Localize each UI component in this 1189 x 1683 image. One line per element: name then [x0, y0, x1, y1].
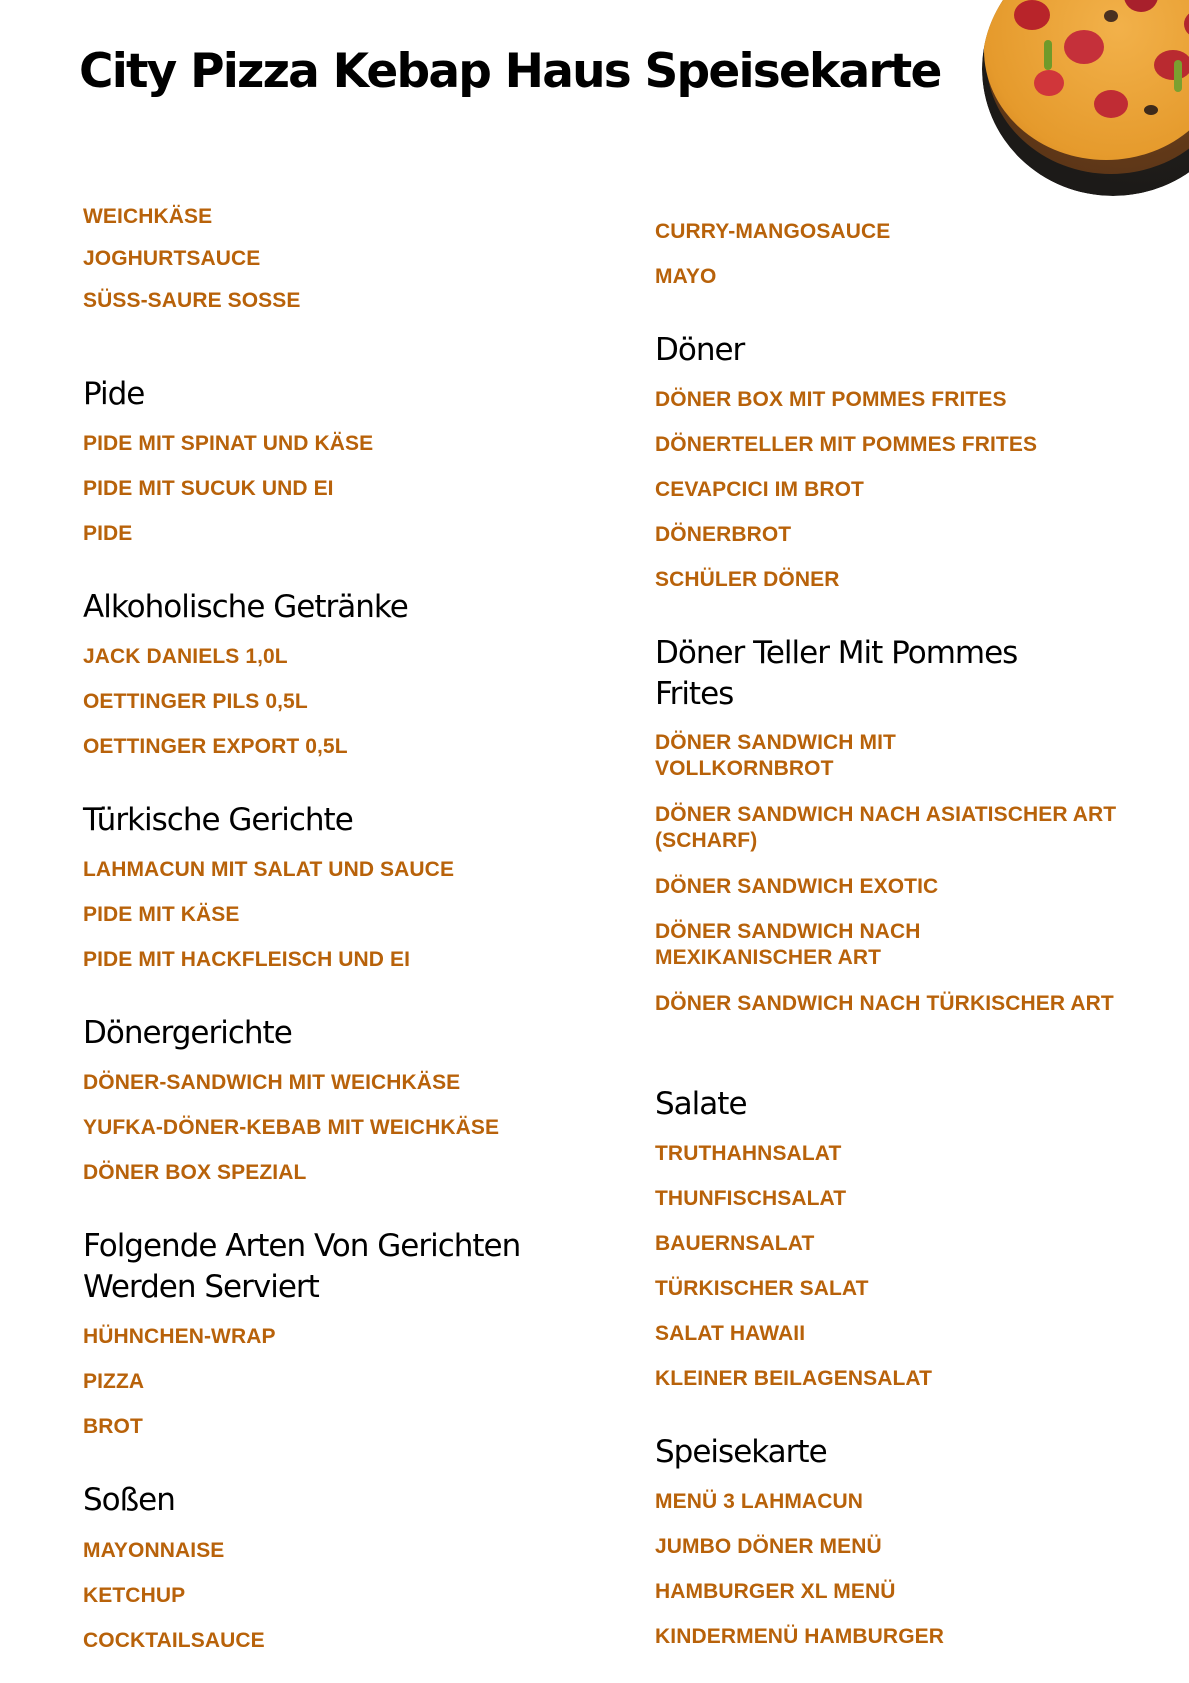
salami-topping [1064, 30, 1104, 64]
section-heading: Speisekarte [655, 1434, 827, 1470]
menu-item[interactable]: DÖNER BOX SPEZIAL [83, 1161, 307, 1184]
page-title: City Pizza Kebap Haus Speisekarte [79, 44, 941, 99]
menu-item[interactable]: BROT [83, 1415, 143, 1438]
menu-item[interactable]: DÖNER SANDWICH MIT VOLLKORNBROT [655, 731, 896, 780]
pepper-topping [1044, 40, 1052, 70]
menu-item[interactable]: DÖNER SANDWICH NACH MEXIKANISCHER ART [655, 920, 921, 969]
salami-topping [1124, 0, 1158, 12]
menu-item[interactable]: DÖNER SANDWICH NACH TÜRKISCHER ART [655, 992, 1114, 1015]
menu-item[interactable]: TRUTHAHNSALAT [655, 1142, 842, 1165]
section-heading: Dönergerichte [83, 1015, 292, 1051]
menu-item[interactable]: OETTINGER PILS 0,5L [83, 690, 308, 713]
menu-item[interactable]: PIDE MIT SPINAT UND KÄSE [83, 432, 374, 455]
salami-topping [1184, 10, 1189, 38]
menu-item[interactable]: DÖNERBROT [655, 523, 792, 546]
section-heading: Soßen [83, 1482, 175, 1518]
menu-item[interactable]: THUNFISCHSALAT [655, 1187, 847, 1210]
menu-item[interactable]: YUFKA-DÖNER-KEBAB MIT WEICHKÄSE [83, 1116, 500, 1139]
section-heading: Folgende Arten Von Gerichten Werden Serviert [83, 1228, 521, 1305]
menu-item[interactable]: SÜSS-SAURE SOSSE [83, 289, 301, 312]
menu-item[interactable]: DÖNER SANDWICH EXOTIC [655, 875, 939, 898]
pepper-topping [1174, 60, 1182, 92]
section-heading: Alkoholische Getränke [83, 589, 408, 625]
section-heading: Döner [655, 332, 745, 368]
menu-item[interactable]: COCKTAILSAUCE [83, 1629, 265, 1652]
menu-item[interactable]: HÜHNCHEN-WRAP [83, 1325, 276, 1348]
menu-item[interactable]: SCHÜLER DÖNER [655, 568, 840, 591]
salami-topping [1014, 0, 1050, 30]
menu-item[interactable]: PIDE MIT SUCUK UND EI [83, 477, 334, 500]
menu-item[interactable]: CURRY-MANGOSAUCE [655, 220, 891, 243]
section-heading: Pide [83, 376, 145, 412]
menu-item[interactable]: OETTINGER EXPORT 0,5L [83, 735, 348, 758]
menu-item[interactable]: TÜRKISCHER SALAT [655, 1277, 869, 1300]
section-heading: Türkische Gerichte [83, 802, 353, 838]
menu-item[interactable]: PIDE [83, 522, 133, 545]
menu-item[interactable]: JOGHURTSAUCE [83, 247, 261, 270]
mushroom-topping [1104, 10, 1118, 22]
menu-item[interactable]: BAUERNSALAT [655, 1232, 815, 1255]
menu-item[interactable]: JACK DANIELS 1,0L [83, 645, 288, 668]
salami-topping [1094, 90, 1128, 118]
menu-item[interactable]: DÖNER-SANDWICH MIT WEICHKÄSE [83, 1071, 461, 1094]
section-heading: Salate [655, 1086, 747, 1122]
menu-item[interactable]: SALAT HAWAII [655, 1322, 806, 1345]
menu-item[interactable]: HAMBURGER XL MENÜ [655, 1580, 896, 1603]
menu-item[interactable]: KETCHUP [83, 1584, 186, 1607]
menu-item[interactable]: PIZZA [83, 1370, 145, 1393]
menu-item[interactable]: DÖNERTELLER MIT POMMES FRITES [655, 433, 1038, 456]
menu-item[interactable]: PIDE MIT HACKFLEISCH UND EI [83, 948, 411, 971]
olive-topping [1144, 105, 1158, 115]
menu-item[interactable]: DÖNER BOX MIT POMMES FRITES [655, 388, 1007, 411]
menu-item[interactable]: LAHMACUN MIT SALAT UND SAUCE [83, 858, 455, 881]
menu-item[interactable]: MENÜ 3 LAHMACUN [655, 1490, 863, 1513]
pizza-image [982, 0, 1189, 196]
menu-item[interactable]: KINDERMENÜ HAMBURGER [655, 1625, 944, 1648]
menu-item[interactable]: JUMBO DÖNER MENÜ [655, 1535, 882, 1558]
menu-item[interactable]: KLEINER BEILAGENSALAT [655, 1367, 933, 1390]
menu-item[interactable]: MAYO [655, 265, 717, 288]
menu-item[interactable]: PIDE MIT KÄSE [83, 903, 240, 926]
section-heading: Döner Teller Mit Pommes Frites [655, 635, 1018, 712]
menu-item[interactable]: DÖNER SANDWICH NACH ASIATISCHER ART (SCHARF) [655, 803, 1117, 852]
salami-topping [1034, 70, 1064, 96]
menu-item[interactable]: WEICHKÄSE [83, 205, 213, 228]
salami-topping [1154, 50, 1189, 80]
menu-item[interactable]: MAYONNAISE [83, 1539, 225, 1562]
menu-item[interactable]: CEVAPCICI IM BROT [655, 478, 864, 501]
